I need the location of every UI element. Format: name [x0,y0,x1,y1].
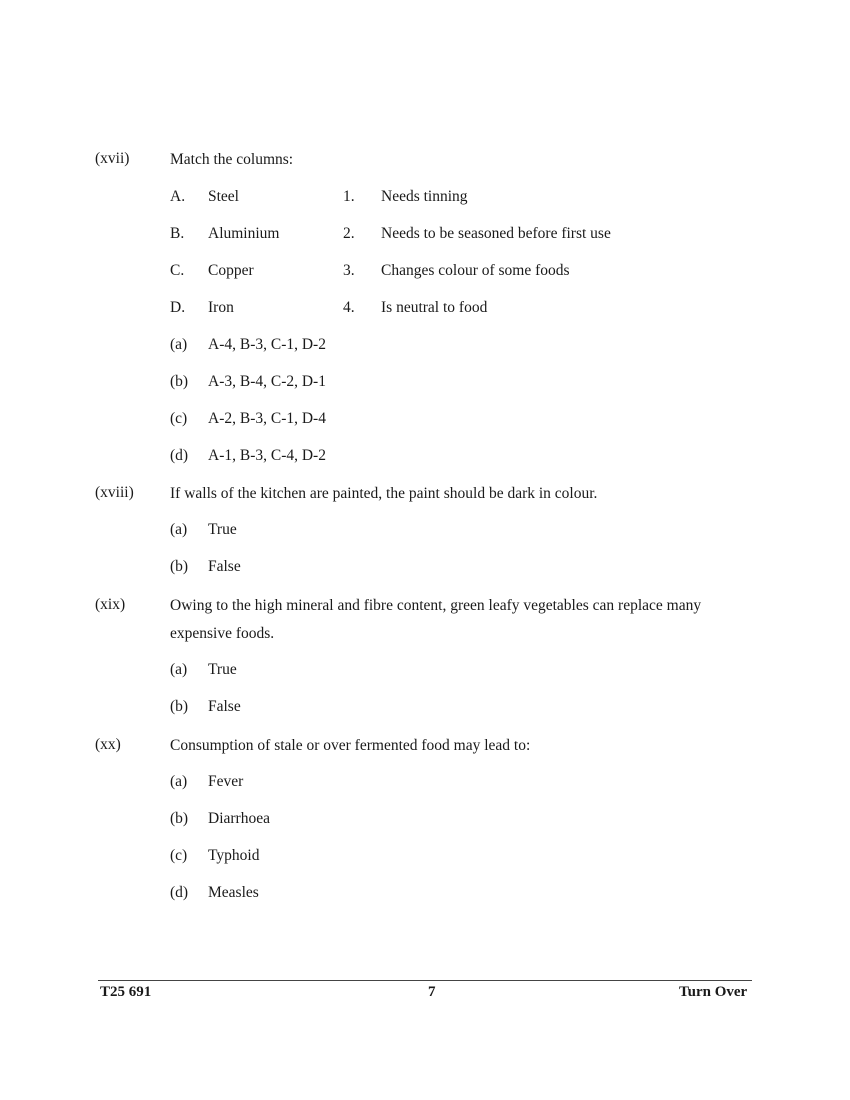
column-b-label: 4. [343,299,355,316]
option-label: (b) [170,810,189,827]
option-label: (a) [170,661,188,678]
option-label: (b) [170,558,189,575]
question-text: If walls of the kitchen are painted, the paint should be dark in colour. [170,485,598,502]
question-text: Match the columns: [170,151,294,168]
column-a-label: A. [170,188,186,205]
option-text: A-3, B-4, C-2, D-1 [208,373,326,390]
option-b [0,810,850,830]
column-b-text: Changes colour of some foods [381,262,570,279]
option-b [0,698,850,718]
option-text: Fever [208,773,244,790]
option-d [0,447,850,467]
footer-divider [98,980,752,981]
column-b-text: Needs to be seasoned before first use [381,225,611,242]
column-a-text: Steel [208,188,239,205]
option-text: Typhoid [208,847,260,864]
option-a [0,661,850,681]
column-a-label: D. [170,299,186,316]
option-text: True [208,661,237,678]
question-text: Owing to the high mineral and fibre content, green leafy vegetables can replace many expensive foods. [170,597,702,642]
option-text: True [208,521,237,538]
option-text: A-2, B-3, C-1, D-4 [208,410,326,427]
option-a [0,521,850,541]
question-number: (xvii) [95,150,130,167]
option-c [0,410,850,430]
column-b-text: Needs tinning [381,188,468,205]
match-row-b [0,225,850,245]
option-text: Diarrhoea [208,810,270,827]
match-row-d [0,299,850,319]
column-a-label: C. [170,262,185,279]
column-b-text: Is neutral to food [381,299,488,316]
option-label: (c) [170,847,188,864]
match-row-a [0,188,850,208]
option-text: Measles [208,884,259,901]
column-a-text: Aluminium [208,225,280,242]
column-a-text: Copper [208,262,254,279]
option-c [0,847,850,867]
option-a [0,336,850,356]
option-text: False [208,698,241,715]
option-label: (a) [170,521,188,538]
question-number: (xx) [95,736,121,753]
option-text: A-1, B-3, C-4, D-2 [208,447,326,464]
option-b [0,558,850,578]
column-b-label: 2. [343,225,355,242]
option-label: (b) [170,698,189,715]
option-label: (b) [170,373,189,390]
column-b-label: 3. [343,262,355,279]
question-number: (xviii) [95,484,134,501]
option-b [0,373,850,393]
question-text: Consumption of stale or over fermented food may lead to: [170,737,531,754]
option-a [0,773,850,793]
turn-over-label: Turn Over [679,984,748,1000]
option-text: A-4, B-3, C-1, D-2 [208,336,326,353]
column-a-text: Iron [208,299,234,316]
option-label: (d) [170,884,189,901]
match-row-c [0,262,850,282]
option-label: (c) [170,410,188,427]
paper-code: T25 691 [100,984,152,1000]
option-text: False [208,558,241,575]
option-label: (a) [170,773,188,790]
option-label: (a) [170,336,188,353]
page-number: 7 [428,984,436,1000]
option-d [0,884,850,904]
column-a-label: B. [170,225,185,242]
question-number: (xix) [95,596,126,613]
column-b-label: 1. [343,188,355,205]
option-label: (d) [170,447,189,464]
